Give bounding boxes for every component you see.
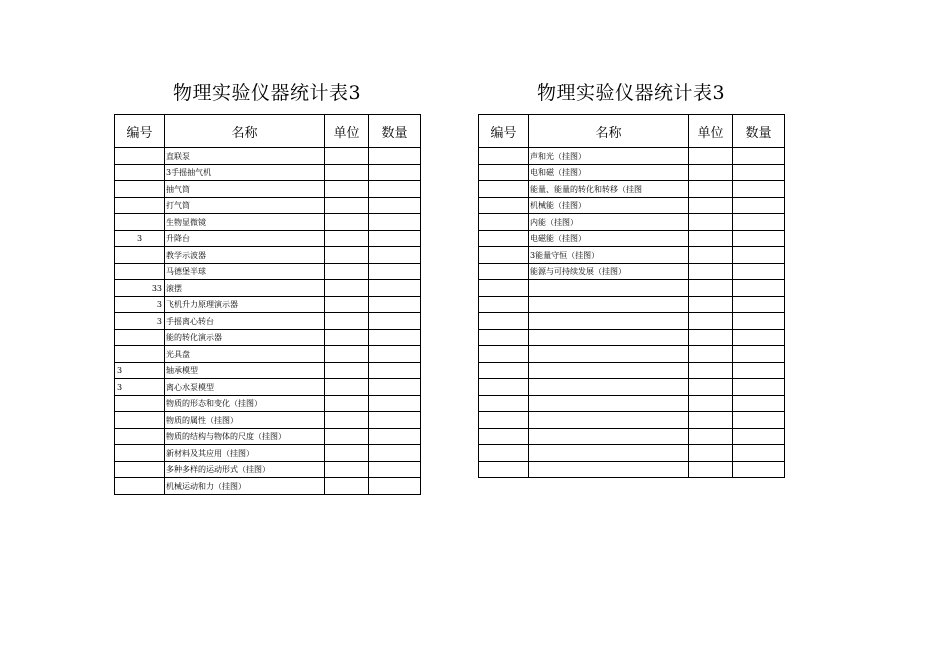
quantity-cell[interactable]: [733, 296, 785, 313]
quantity-cell[interactable]: [369, 181, 421, 198]
table-row: [479, 379, 785, 396]
number-cell[interactable]: [115, 148, 165, 165]
name-cell[interactable]: [529, 362, 689, 379]
table-row: [115, 379, 421, 396]
table-row: [479, 164, 785, 181]
quantity-cell[interactable]: [733, 263, 785, 280]
name-cell[interactable]: 手摇离心转台: [165, 313, 325, 330]
unit-cell[interactable]: [689, 280, 733, 297]
table-row: [479, 428, 785, 445]
number-cell[interactable]: [479, 197, 529, 214]
name-cell[interactable]: [529, 379, 689, 396]
unit-cell[interactable]: [689, 346, 733, 363]
number-cell[interactable]: [479, 445, 529, 462]
quantity-cell[interactable]: [733, 428, 785, 445]
name-cell[interactable]: 声和光（挂图）: [529, 148, 689, 165]
quantity-cell[interactable]: [369, 445, 421, 462]
number-cell[interactable]: [479, 230, 529, 247]
name-cell[interactable]: [529, 329, 689, 346]
table-body: [115, 148, 421, 495]
number-cell[interactable]: [479, 296, 529, 313]
unit-cell[interactable]: [689, 445, 733, 462]
name-cell[interactable]: 内能（挂图）: [529, 214, 689, 231]
unit-cell[interactable]: [325, 428, 369, 445]
unit-cell[interactable]: [325, 461, 369, 478]
quantity-cell[interactable]: [369, 214, 421, 231]
unit-cell[interactable]: [689, 164, 733, 181]
unit-cell[interactable]: [689, 362, 733, 379]
unit-cell[interactable]: [325, 164, 369, 181]
table-row: [479, 395, 785, 412]
number-cell[interactable]: [479, 313, 529, 330]
table-row: [479, 346, 785, 363]
number-cell[interactable]: 3: [115, 230, 165, 247]
unit-cell[interactable]: [689, 461, 733, 478]
table-row: [115, 313, 421, 330]
name-cell[interactable]: 轴承模型: [165, 362, 325, 379]
name-cell[interactable]: [529, 428, 689, 445]
quantity-cell[interactable]: [733, 379, 785, 396]
table-row: [115, 362, 421, 379]
number-cell[interactable]: [115, 329, 165, 346]
table-row: [115, 461, 421, 478]
table-row: [115, 346, 421, 363]
header-unit: 单位: [689, 115, 733, 148]
quantity-cell[interactable]: [733, 230, 785, 247]
number-cell[interactable]: [479, 329, 529, 346]
name-cell[interactable]: 教学示波器: [165, 247, 325, 264]
quantity-cell[interactable]: [733, 461, 785, 478]
name-cell[interactable]: [529, 445, 689, 462]
quantity-cell[interactable]: [733, 280, 785, 297]
quantity-cell[interactable]: [369, 428, 421, 445]
table-row: [479, 313, 785, 330]
number-cell[interactable]: [479, 280, 529, 297]
quantity-cell[interactable]: [369, 362, 421, 379]
table-row: [479, 247, 785, 264]
name-cell[interactable]: 滚摆: [165, 280, 325, 297]
name-cell[interactable]: 升降台: [165, 230, 325, 247]
name-cell[interactable]: 离心水泵模型: [165, 379, 325, 396]
number-cell[interactable]: [479, 461, 529, 478]
number-cell[interactable]: [479, 346, 529, 363]
number-cell[interactable]: [115, 461, 165, 478]
table-row: [479, 461, 785, 478]
table-row: [115, 197, 421, 214]
quantity-cell[interactable]: [733, 412, 785, 429]
unit-cell[interactable]: [325, 181, 369, 198]
quantity-cell[interactable]: [369, 164, 421, 181]
unit-cell[interactable]: [689, 329, 733, 346]
header-name: 名称: [165, 115, 325, 148]
number-cell[interactable]: [115, 263, 165, 280]
name-cell[interactable]: 物质的结构与物体的尺度（挂图）: [165, 428, 325, 445]
unit-cell[interactable]: [325, 263, 369, 280]
number-cell[interactable]: [115, 247, 165, 264]
unit-cell[interactable]: [325, 445, 369, 462]
unit-cell[interactable]: [689, 296, 733, 313]
number-cell[interactable]: [479, 428, 529, 445]
quantity-cell[interactable]: [369, 197, 421, 214]
unit-cell[interactable]: [325, 197, 369, 214]
quantity-cell[interactable]: [369, 478, 421, 495]
unit-cell[interactable]: [325, 148, 369, 165]
unit-cell[interactable]: [689, 412, 733, 429]
unit-cell[interactable]: [689, 197, 733, 214]
table-body: [479, 148, 785, 478]
number-cell[interactable]: [115, 181, 165, 198]
number-cell[interactable]: [479, 362, 529, 379]
number-cell[interactable]: [115, 478, 165, 495]
name-cell[interactable]: 马德堡半球: [165, 263, 325, 280]
unit-cell[interactable]: [689, 214, 733, 231]
sheet-title: 物理实验仪器统计表3: [536, 82, 726, 104]
unit-cell[interactable]: [325, 379, 369, 396]
table-row: [115, 395, 421, 412]
number-cell[interactable]: [115, 214, 165, 231]
quantity-cell[interactable]: [733, 148, 785, 165]
header-row: [115, 115, 421, 148]
unit-cell[interactable]: [689, 148, 733, 165]
name-cell[interactable]: [529, 313, 689, 330]
instrument-table: [478, 114, 785, 478]
name-cell[interactable]: 3手摇抽气机: [165, 164, 325, 181]
name-cell[interactable]: [529, 412, 689, 429]
header-name: 名称: [529, 115, 689, 148]
quantity-cell[interactable]: [369, 296, 421, 313]
number-cell[interactable]: [479, 412, 529, 429]
number-cell[interactable]: [115, 428, 165, 445]
quantity-cell[interactable]: [733, 247, 785, 264]
quantity-cell[interactable]: [733, 214, 785, 231]
quantity-cell[interactable]: [369, 263, 421, 280]
table-row: [479, 214, 785, 231]
unit-cell[interactable]: [689, 313, 733, 330]
quantity-cell[interactable]: [733, 362, 785, 379]
quantity-cell[interactable]: [733, 329, 785, 346]
table-row: [479, 329, 785, 346]
number-cell[interactable]: 3: [115, 362, 165, 379]
table-row: [115, 428, 421, 445]
quantity-cell[interactable]: [369, 313, 421, 330]
number-cell[interactable]: [479, 181, 529, 198]
name-cell[interactable]: 能源与可持续发展（挂图）: [529, 263, 689, 280]
name-cell[interactable]: 3能量守恒（挂图）: [529, 247, 689, 264]
sheet-title: 物理实验仪器统计表3: [172, 82, 362, 104]
number-cell[interactable]: [115, 395, 165, 412]
table-row: [479, 445, 785, 462]
header-number: 编号: [479, 115, 529, 148]
quantity-cell[interactable]: [733, 313, 785, 330]
table-row: [479, 296, 785, 313]
table-row: [115, 412, 421, 429]
table-row: [479, 148, 785, 165]
unit-cell[interactable]: [325, 346, 369, 363]
unit-cell[interactable]: [325, 412, 369, 429]
unit-cell[interactable]: [325, 313, 369, 330]
name-cell[interactable]: [529, 296, 689, 313]
quantity-cell[interactable]: [733, 395, 785, 412]
header-quantity: 数量: [369, 115, 421, 148]
unit-cell[interactable]: [325, 296, 369, 313]
quantity-cell[interactable]: [733, 197, 785, 214]
number-cell[interactable]: [479, 214, 529, 231]
quantity-cell[interactable]: [369, 346, 421, 363]
name-cell[interactable]: 能量、能量的转化和转移（挂图: [529, 181, 689, 198]
unit-cell[interactable]: [325, 280, 369, 297]
unit-cell[interactable]: [689, 395, 733, 412]
name-cell[interactable]: 新材料及其应用（挂图）: [165, 445, 325, 462]
number-cell[interactable]: [115, 445, 165, 462]
name-cell[interactable]: 机械能（挂图）: [529, 197, 689, 214]
unit-cell[interactable]: [325, 478, 369, 495]
name-cell[interactable]: 物质的形态和变化（挂图）: [165, 395, 325, 412]
name-cell[interactable]: 能的转化演示器: [165, 329, 325, 346]
name-cell[interactable]: 生物显微镜: [165, 214, 325, 231]
quantity-cell[interactable]: [369, 329, 421, 346]
name-cell[interactable]: 直联泵: [165, 148, 325, 165]
name-cell[interactable]: 电磁能（挂图）: [529, 230, 689, 247]
unit-cell[interactable]: [689, 263, 733, 280]
number-cell[interactable]: [479, 379, 529, 396]
quantity-cell[interactable]: [369, 230, 421, 247]
number-cell[interactable]: [479, 263, 529, 280]
unit-cell[interactable]: [689, 428, 733, 445]
number-cell[interactable]: 3: [115, 313, 165, 330]
table-row: [115, 214, 421, 231]
name-cell[interactable]: 飞机升力原理演示器: [165, 296, 325, 313]
table-row: [479, 362, 785, 379]
quantity-cell[interactable]: [369, 461, 421, 478]
number-cell[interactable]: [115, 197, 165, 214]
quantity-cell[interactable]: [369, 379, 421, 396]
table-row: [115, 263, 421, 280]
number-cell[interactable]: 3: [115, 379, 165, 396]
name-cell[interactable]: 抽气筒: [165, 181, 325, 198]
number-cell[interactable]: [115, 164, 165, 181]
number-cell[interactable]: 3: [115, 296, 165, 313]
header-quantity: 数量: [733, 115, 785, 148]
header-row: [479, 115, 785, 148]
header-number: 编号: [115, 115, 165, 148]
table-row: [115, 148, 421, 165]
unit-cell[interactable]: [325, 230, 369, 247]
name-cell[interactable]: [529, 280, 689, 297]
unit-cell[interactable]: [325, 329, 369, 346]
name-cell[interactable]: [529, 346, 689, 363]
quantity-cell[interactable]: [369, 280, 421, 297]
table-row: [115, 329, 421, 346]
table-row: [479, 280, 785, 297]
quantity-cell[interactable]: [733, 164, 785, 181]
number-cell[interactable]: 33: [115, 280, 165, 297]
unit-cell[interactable]: [689, 379, 733, 396]
header-unit: 单位: [325, 115, 369, 148]
unit-cell[interactable]: [689, 247, 733, 264]
table-row: [115, 164, 421, 181]
name-cell[interactable]: 电和磁（挂图）: [529, 164, 689, 181]
instrument-table: [114, 114, 421, 495]
name-cell[interactable]: 多种多样的运动形式（挂图）: [165, 461, 325, 478]
table-row: [479, 263, 785, 280]
number-cell[interactable]: [479, 395, 529, 412]
table-row: [479, 181, 785, 198]
quantity-cell[interactable]: [733, 346, 785, 363]
table-row: [115, 247, 421, 264]
number-cell[interactable]: [479, 164, 529, 181]
number-cell[interactable]: [115, 412, 165, 429]
number-cell[interactable]: [115, 346, 165, 363]
unit-cell[interactable]: [689, 181, 733, 198]
unit-cell[interactable]: [689, 230, 733, 247]
quantity-cell[interactable]: [369, 247, 421, 264]
name-cell[interactable]: 打气筒: [165, 197, 325, 214]
table-row: [479, 230, 785, 247]
unit-cell[interactable]: [325, 214, 369, 231]
unit-cell[interactable]: [325, 395, 369, 412]
table-row: [479, 412, 785, 429]
number-cell[interactable]: [479, 148, 529, 165]
unit-cell[interactable]: [325, 247, 369, 264]
table-row: [115, 445, 421, 462]
number-cell[interactable]: [479, 247, 529, 264]
name-cell[interactable]: [529, 461, 689, 478]
table-row: [115, 478, 421, 495]
name-cell[interactable]: 光具盘: [165, 346, 325, 363]
table-row: [115, 280, 421, 297]
quantity-cell[interactable]: [369, 395, 421, 412]
quantity-cell[interactable]: [369, 412, 421, 429]
table-row: [115, 296, 421, 313]
quantity-cell[interactable]: [369, 148, 421, 165]
quantity-cell[interactable]: [733, 445, 785, 462]
name-cell[interactable]: [529, 395, 689, 412]
quantity-cell[interactable]: [733, 181, 785, 198]
table-row: [479, 197, 785, 214]
name-cell[interactable]: 机械运动和力（挂图）: [165, 478, 325, 495]
table-row: [115, 181, 421, 198]
name-cell[interactable]: 物质的属性（挂图）: [165, 412, 325, 429]
unit-cell[interactable]: [325, 362, 369, 379]
table-row: [115, 230, 421, 247]
